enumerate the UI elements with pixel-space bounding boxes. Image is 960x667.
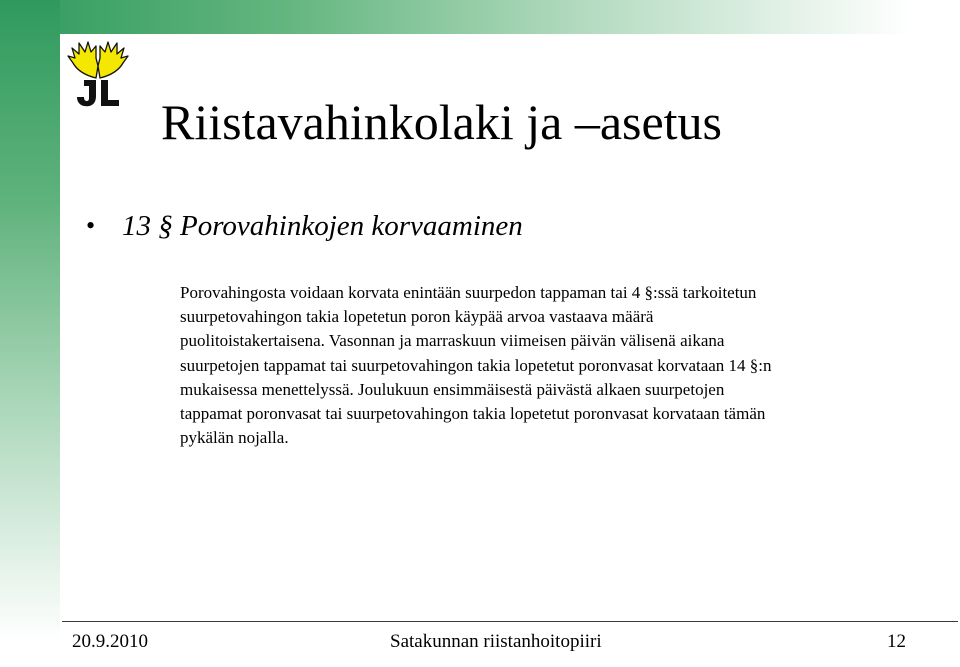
top-gradient-band [0, 0, 960, 34]
left-gradient-band [0, 0, 60, 667]
footer-page-number: 12 [887, 631, 906, 652]
paragraph-line: suurpetovahingon takia lopetetun poron käypää arvoa vastaava määrä [180, 307, 654, 327]
paragraph-line: pykälän nojalla. [180, 428, 289, 448]
footer-divider [62, 621, 958, 622]
footer-organization: Satakunnan riistanhoitopiiri [390, 631, 602, 652]
bullet-item [86, 206, 523, 246]
slide-title: Riistavahinkolaki ja –asetus [161, 94, 723, 150]
paragraph-line: Porovahingosta voidaan korvata enintään suurpedon tappaman tai 4 §:ssä tarkoitetun [180, 283, 757, 302]
antler-logo-icon [66, 40, 130, 108]
body-paragraph [180, 281, 900, 450]
paragraph-line: puolitoistakertaisena. Vasonnan ja marraskuun viimeisen päivän välisenä aikana [180, 331, 725, 351]
paragraph-line: mukaisessa menettelyssä. Joulukuun ensimmäisestä päivästä alkaen suurpetojen [180, 379, 725, 399]
bullet-text: 13 § Porovahinkojen korvaaminen [122, 210, 523, 242]
bullet-dot-icon: • [86, 211, 96, 240]
footer-date: 20.9.2010 [72, 631, 148, 652]
paragraph-line: tappamat poronvasat tai suurpetovahingon takia lopetetut poronvasat korvataan tämän [180, 404, 766, 424]
paragraph-line: suurpetojen tappamat tai suurpetovahingon takia lopetetut poronvasat korvataan 14 §:n [180, 355, 772, 375]
